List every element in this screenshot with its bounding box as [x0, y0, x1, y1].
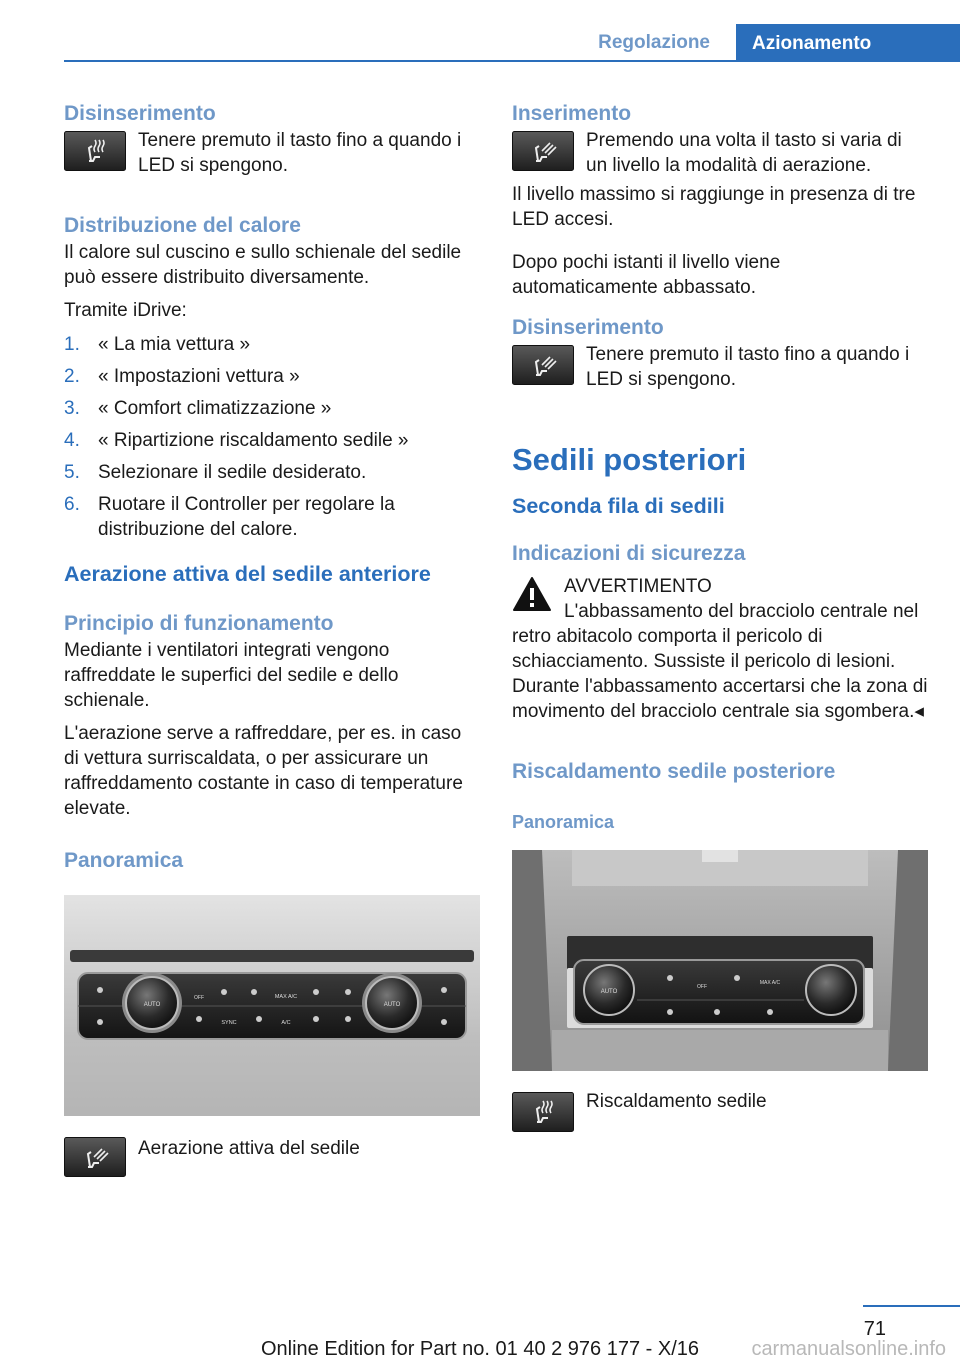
step-text: « Impostazioni vettura »	[98, 366, 300, 387]
header-rule	[64, 60, 960, 62]
left-column	[64, 100, 480, 1177]
step-text: Ruotare il Controller per regolare la distribuzione del calore.	[98, 494, 395, 540]
heading-sicurezza: Indicazioni di sicurezza	[512, 542, 746, 565]
step-item	[64, 332, 480, 357]
distribuzione-text: Il calore sul cuscino e sullo schienale del sedile può essere distribuito diversamente.	[64, 242, 462, 288]
heading-riscaldamento-posteriore: Riscaldamento sedile posteriore	[512, 760, 836, 783]
page-number: 71	[863, 1318, 886, 1340]
warning-triangle-icon	[512, 576, 552, 612]
seat-ventilation-key-icon	[512, 131, 574, 171]
caption-aerazione: Aerazione attiva del sedile	[138, 1138, 360, 1159]
caption-row-right	[512, 1089, 928, 1132]
idrive-steps	[64, 332, 480, 542]
max-ac-label: MAX A/C	[274, 994, 298, 1000]
disinserimento-text-right: Tenere premuto il tasto fino a quando i LED si spengono.	[586, 344, 910, 390]
rear-max-ac-label: MAX A/C	[759, 980, 781, 986]
disinserimento-text: Tenere premuto il tasto fino a quando i LED si spengono.	[138, 130, 462, 176]
step-item	[64, 364, 480, 389]
inserimento-text: Premendo una volta il tasto si varia di un livello la modalità di aerazione.	[586, 130, 902, 176]
watermark: carmanualsonline.info	[751, 1338, 946, 1360]
sync-label: SYNC	[221, 1020, 237, 1026]
rear-climate-panel-illustration	[512, 850, 928, 1071]
warning-block	[512, 574, 928, 724]
fan-off-label: OFF	[194, 995, 204, 1001]
seat-heating-key-icon	[64, 131, 126, 171]
heading-aerazione: Aerazione attiva del sedile anteriore	[64, 562, 431, 586]
principio-text-1: Mediante i ventilatori integrati vengono raffreddate le superfici del sedile e dello schienale.	[64, 640, 399, 711]
disinserimento-row	[64, 128, 480, 178]
ac-label: A/C	[281, 1020, 291, 1026]
step-number: 3.	[64, 398, 80, 419]
step-item	[64, 428, 480, 453]
rear-fan-off-label: OFF	[697, 984, 707, 990]
footer-rule	[863, 1305, 960, 1307]
step-number: 2.	[64, 366, 80, 387]
heading-panoramica-left: Panoramica	[64, 849, 184, 872]
rear-knob-auto-label: AUTO	[600, 989, 618, 995]
step-number: 5.	[64, 462, 80, 483]
page-header	[0, 24, 960, 62]
step-text: « Comfort climatizzazione »	[98, 398, 332, 419]
heading-sedili-posteriori: Sedili posteriori	[512, 442, 747, 477]
seat-ventilation-key-icon	[512, 345, 574, 385]
step-number: 4.	[64, 430, 80, 451]
header-tab-regolazione: Regolazione	[598, 32, 710, 53]
right-knob-auto-label: AUTO	[383, 1002, 401, 1008]
warning-text: L'abbassamento del bracciolo centrale nel retro abitacolo comporta il pericolo di schiacciamento. Sussiste il pericolo di lesioni. Durante l'abbassamento accertarsi che la zona di movimento del bracciolo centrale sia sgombera.◂	[512, 601, 928, 722]
heading-seconda-fila: Seconda fila di sedili	[512, 494, 725, 518]
heading-inserimento: Inserimento	[512, 102, 632, 125]
edition-line: Online Edition for Part no. 01 40 2 976 177 - X/16	[260, 1338, 700, 1360]
step-number: 6.	[64, 494, 80, 515]
disinserimento-row-right	[512, 342, 928, 392]
caption-riscaldamento: Riscaldamento sedile	[586, 1091, 767, 1112]
livello-massimo-text: Il livello massimo si raggiunge in presenza di tre LED accesi.	[512, 184, 916, 230]
heading-disinserimento: Disinserimento	[64, 102, 216, 125]
principio-text-2: L'aerazione serve a raffreddare, per es. in caso di vettura surriscaldata, o per assicurare un raffreddamento costante in caso di temperature elevate.	[64, 723, 463, 819]
front-climate-panel-figure	[64, 895, 480, 1116]
livello-abbassato-text: Dopo pochi istanti il livello viene automaticamente abbassato.	[512, 252, 781, 298]
tramite-text: Tramite iDrive:	[64, 300, 187, 321]
step-item	[64, 460, 480, 485]
step-text: Selezionare il sedile desiderato.	[98, 462, 367, 483]
header-tab-azionamento: Azionamento	[736, 24, 960, 62]
heading-disinserimento-right: Disinserimento	[512, 316, 664, 339]
seat-heating-key-icon	[512, 1092, 574, 1132]
front-climate-panel-illustration	[64, 895, 480, 1116]
inserimento-row	[512, 128, 928, 178]
left-knob-auto-label: AUTO	[143, 1002, 161, 1008]
heading-principio: Principio di funzionamento	[64, 612, 334, 635]
step-item	[64, 492, 480, 542]
heading-distribuzione: Distribuzione del calore	[64, 214, 301, 237]
heading-panoramica-right: Panoramica	[512, 812, 615, 832]
rear-climate-panel-figure	[512, 850, 928, 1071]
right-column	[512, 100, 928, 1132]
step-text: « La mia vettura »	[98, 334, 251, 355]
seat-ventilation-key-icon	[64, 1137, 126, 1177]
step-number: 1.	[64, 334, 80, 355]
step-item	[64, 396, 480, 421]
step-text: « Ripartizione riscaldamento sedile »	[98, 430, 409, 451]
caption-row-left	[64, 1134, 480, 1177]
warning-title: AVVERTIMENTO	[564, 576, 712, 597]
